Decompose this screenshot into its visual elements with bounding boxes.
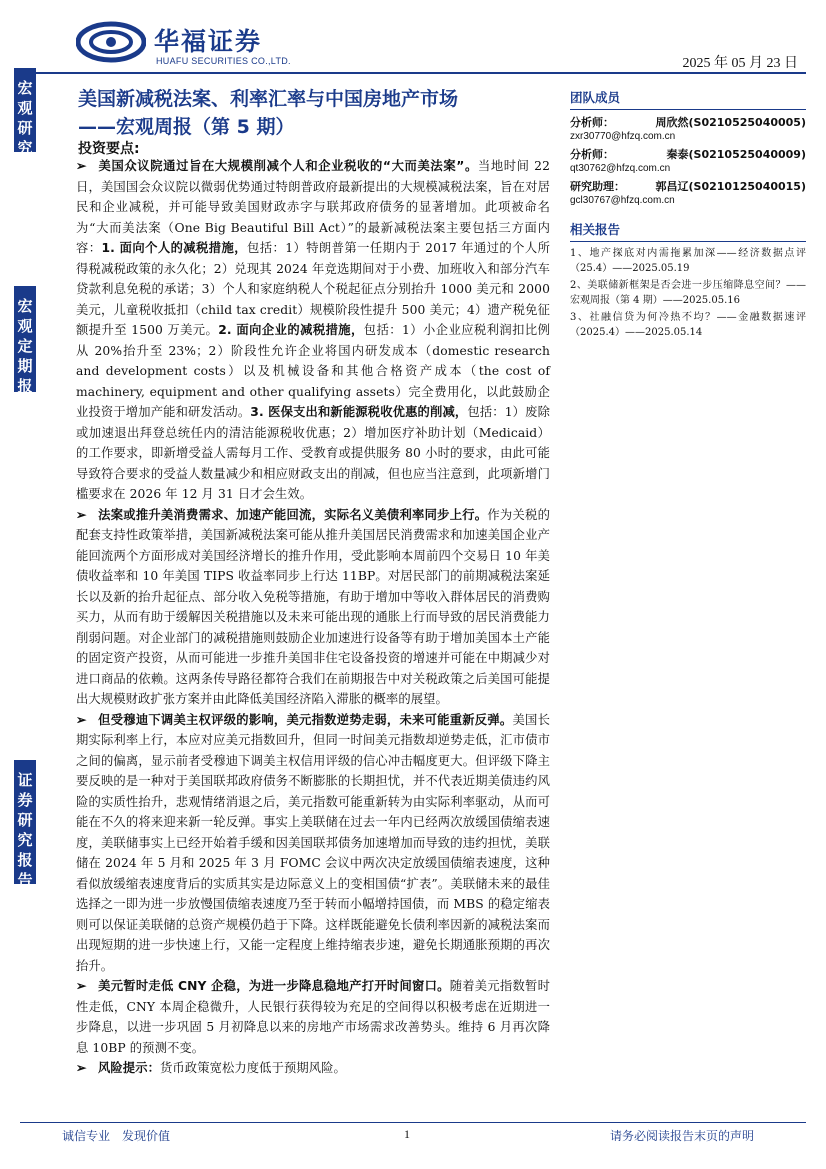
logo-name-en: HUAFU SECURITIES CO.,LTD. <box>156 56 291 66</box>
paragraph-text: 包括：1）小企业应税利润扣比例从 20%抬升至 23%；2）阶段性允许企业将国内研发成本（domestic research and development costs）以及机械设备和其他合格资产成本（the cost of machinery, equipment and other qualifying assets）完全费用化，以此鼓励企业投资于增加产能和研发活动。 <box>76 323 550 419</box>
report-date: 2025 年 05 月 23 日 <box>682 56 798 71</box>
related-report-item[interactable]: 1、地产探底对内需拖累加深——经济数据点评（25.4）——2025.05.19 <box>570 248 806 274</box>
bullet-icon: ➢ <box>76 506 87 522</box>
paragraph-text: 包括：1）废除或加速退出拜登总统任内的清洁能源税收优惠；2）增加医疗补助计划（Medicaid）的工作要求，即新增受益人需每月工作、受教育或提供服务 80 小时的要求，由此可能导致符合要求的受益人数量减少和相应财政支出的削减，但也应当注意到，此项新增门槛要求在 2026 年 12 月 31 日才会生效。 <box>76 405 550 501</box>
related-report-item[interactable]: 3、社融信贷为何冷热不均？——金融数据速评（2025.4）——2025.05.14 <box>570 312 806 338</box>
paragraph-risk <box>76 1058 550 1079</box>
member-name: 郭昌辽(S0210125040015) <box>655 180 806 193</box>
main-body <box>76 156 550 1079</box>
paragraph-text: 包括：1）特朗普第一任期内于 2017 年通过的个人所得税减税政策的永久化；2）兑现其 2024 年竞选期间对于小费、加班收入和部分汽车贷款利息免税的承诺；3）个人和家庭纳税人个税起征点分别抬升 1000 美元和 2000 美元，儿童税收抵扣（child tax credit）规模阶段性提升 500 美元；4）遗产税免征额提升至 1500 万美元。 <box>76 241 551 337</box>
header-divider <box>20 72 806 74</box>
paragraph-demand <box>76 505 550 710</box>
side-tab-macro-research: 宏观研究 <box>14 68 36 152</box>
team-member <box>570 114 806 142</box>
side-tab-securities-report: 证券研究报告 <box>14 760 36 884</box>
member-email[interactable]: zxr30770@hfzq.com.cn <box>570 131 676 142</box>
member-role: 分析师： <box>570 148 614 161</box>
paragraph-tax-bill <box>76 156 550 505</box>
footer-disclaimer: 请务必阅读报告末页的声明 <box>609 1129 754 1143</box>
paragraph-lead: 法案或推升美消费需求、加速产能回流，实际名义美债利率同步上行。 <box>98 507 488 522</box>
member-email[interactable]: qt30762@hfzq.com.cn <box>570 163 671 174</box>
related-heading: 相关报告 <box>570 220 806 242</box>
team-member <box>570 178 806 206</box>
paragraph-bold: 1. 面向个人的减税措施， <box>101 241 247 255</box>
team-heading: 团队成员 <box>570 88 806 110</box>
team-member <box>570 146 806 174</box>
sidebar <box>570 88 806 340</box>
member-role: 分析师： <box>570 116 614 129</box>
page-number: 1 <box>404 1127 410 1141</box>
member-email[interactable]: gcl30767@hfzq.com.cn <box>570 195 675 206</box>
related-report-item[interactable]: 2、美联储新框架是否会进一步压缩降息空间？——宏观周报（第 4 期）——2025.05.16 <box>570 280 806 306</box>
paragraph-lead: 美国众议院通过旨在大规模削减个人和企业税收的“大而美法案”。 <box>98 159 478 173</box>
paragraph-text: 美国长期实际利率上行，本应对应美元指数回升，但同一时间美元指数却逆势走低，汇市债市之间的偏离，显示前者受穆迪下调美主权信用评级的信心冲击幅度更大。但评级下降主要反映的是一种对于美国联邦政府债务不断膨胀的长期担忧，并不代表近期美债违约风险的实质性抬升，悲观情绪消退之后，美元指数可能重新转为由实际利率驱动，从而可能在不久的将来迎来新一轮反弹。事实上美联储在过去一年内已经两次放缓国债缩表速度，美联储事实上已经开始着手缓和因美国联邦债务加速增加而导致的违约担忧，美联储在 2024 年 5 月和 2025 年 3 月 FOMC 会议中两次决定放缓国债缩表速度，这种看似放缓缩表速度背后的实质其实是边际意义上的变相国债“扩表”。美联储未来的最佳选择之一即为进一步放慢国债缩表速度乃至于转而小幅增持国债，而 MBS 的稳定缩表则可以保证美联储的总资产规模仍趋于下降。这样既能避免长债利率因新的减税法案而出现短期的进一步快速上行，又能一定程度上维持缩表步速，避免长期通胀预期的再次抬升。 <box>76 712 550 973</box>
logo-name-cn: 华福证券 <box>154 27 263 56</box>
paragraph-text: 货币政策宽松力度低于预期风险。 <box>160 1061 346 1075</box>
report-subtitle: ——宏观周报（第 5 期） <box>78 116 295 138</box>
investment-points-heading: 投资要点: <box>78 141 140 157</box>
paragraph-lead: 但受穆迪下调美主权评级的影响，美元指数逆势走弱，未来可能重新反弹。 <box>98 712 513 727</box>
member-name: 秦泰(S0210525040009) <box>666 148 806 161</box>
paragraph-dollar <box>76 710 550 977</box>
paragraph-cny <box>76 976 550 1058</box>
huafu-logo-icon <box>76 20 146 64</box>
bullet-icon: ➢ <box>76 978 87 993</box>
member-name: 周欣然(S0210525040005) <box>655 116 806 129</box>
paragraph-text: 随着美元指数暂时性走低，CNY 本周企稳微升，人民银行获得较为充足的空间得以积极考虑在近期进一步降息，以进一步巩固 5 月初降息以来的房地产市场需求改善势头。维持 6 月再次降息 10BP 的预测不变。 <box>76 979 550 1055</box>
paragraph-text: 作为关税的配套支持性政策举措，美国新减税法案可能从推升美国居民消费需求和加速美国企业产能回流两个方面形成对美国经济增长的推升作用，受此影响本周前四个交易日 10 年美债收益率和 10 年美国 TIPS 收益率同步上行达 11BP。对居民部门的前期减税法案延长以及新的抬升起征点、部分收入免税等措施，有助于增加中等收入群体居民的消费购买力，从而有助于缓解因关税措施以及未来可能出现的通胀上行而导致的居民消费能力削弱问题。对企业部门的减税措施则鼓励企业加速进行设备等有助于增加美国本土产能的固定资产投资，从而可能进一步推升美国非住宅设备投资的增速并可能在中期减少对进口商品的依赖。这两条传导路径都符合我们在前期报告中对关税政策之后美国可能提出大规模财政扩张方案并由此降低美国经济陷入滞胀的概率的展望。 <box>76 507 550 706</box>
paragraph-bold: 3. 医保支出和新能源税收优惠的削减， <box>250 405 468 419</box>
bullet-icon: ➢ <box>76 158 87 173</box>
paragraph-text: 当地时间 22 日，美国国会众议院以微弱优势通过特朗普政府最新提出的大规模减税法案，旨在对居民和企业减税，并可能导致美国财政赤字与联邦政府债务的显著增加。此项被命名为“大而美法案（One Big Beautiful Bill Act）”的最新减税法案主要包括三方面内容： <box>76 159 550 255</box>
bullet-icon: ➢ <box>76 711 87 727</box>
company-logo <box>76 16 296 72</box>
member-role: 研究助理： <box>570 180 625 193</box>
footer-divider <box>20 1122 806 1123</box>
related-reports <box>570 220 806 340</box>
paragraph-lead: 美元暂时走低 CNY 企稳，为进一步降息稳地产打开时间窗口。 <box>98 979 450 993</box>
report-title: 美国新减税法案、利率汇率与中国房地产市场 <box>78 88 459 110</box>
side-tab-periodic-report: 宏观定期报告 <box>14 286 36 392</box>
paragraph-bold: 2. 面向企业的减税措施， <box>218 323 364 337</box>
paragraph-lead: 风险提示： <box>98 1061 160 1075</box>
bullet-icon: ➢ <box>76 1060 87 1075</box>
footer-slogan: 诚信专业 发现价值 <box>62 1129 171 1143</box>
